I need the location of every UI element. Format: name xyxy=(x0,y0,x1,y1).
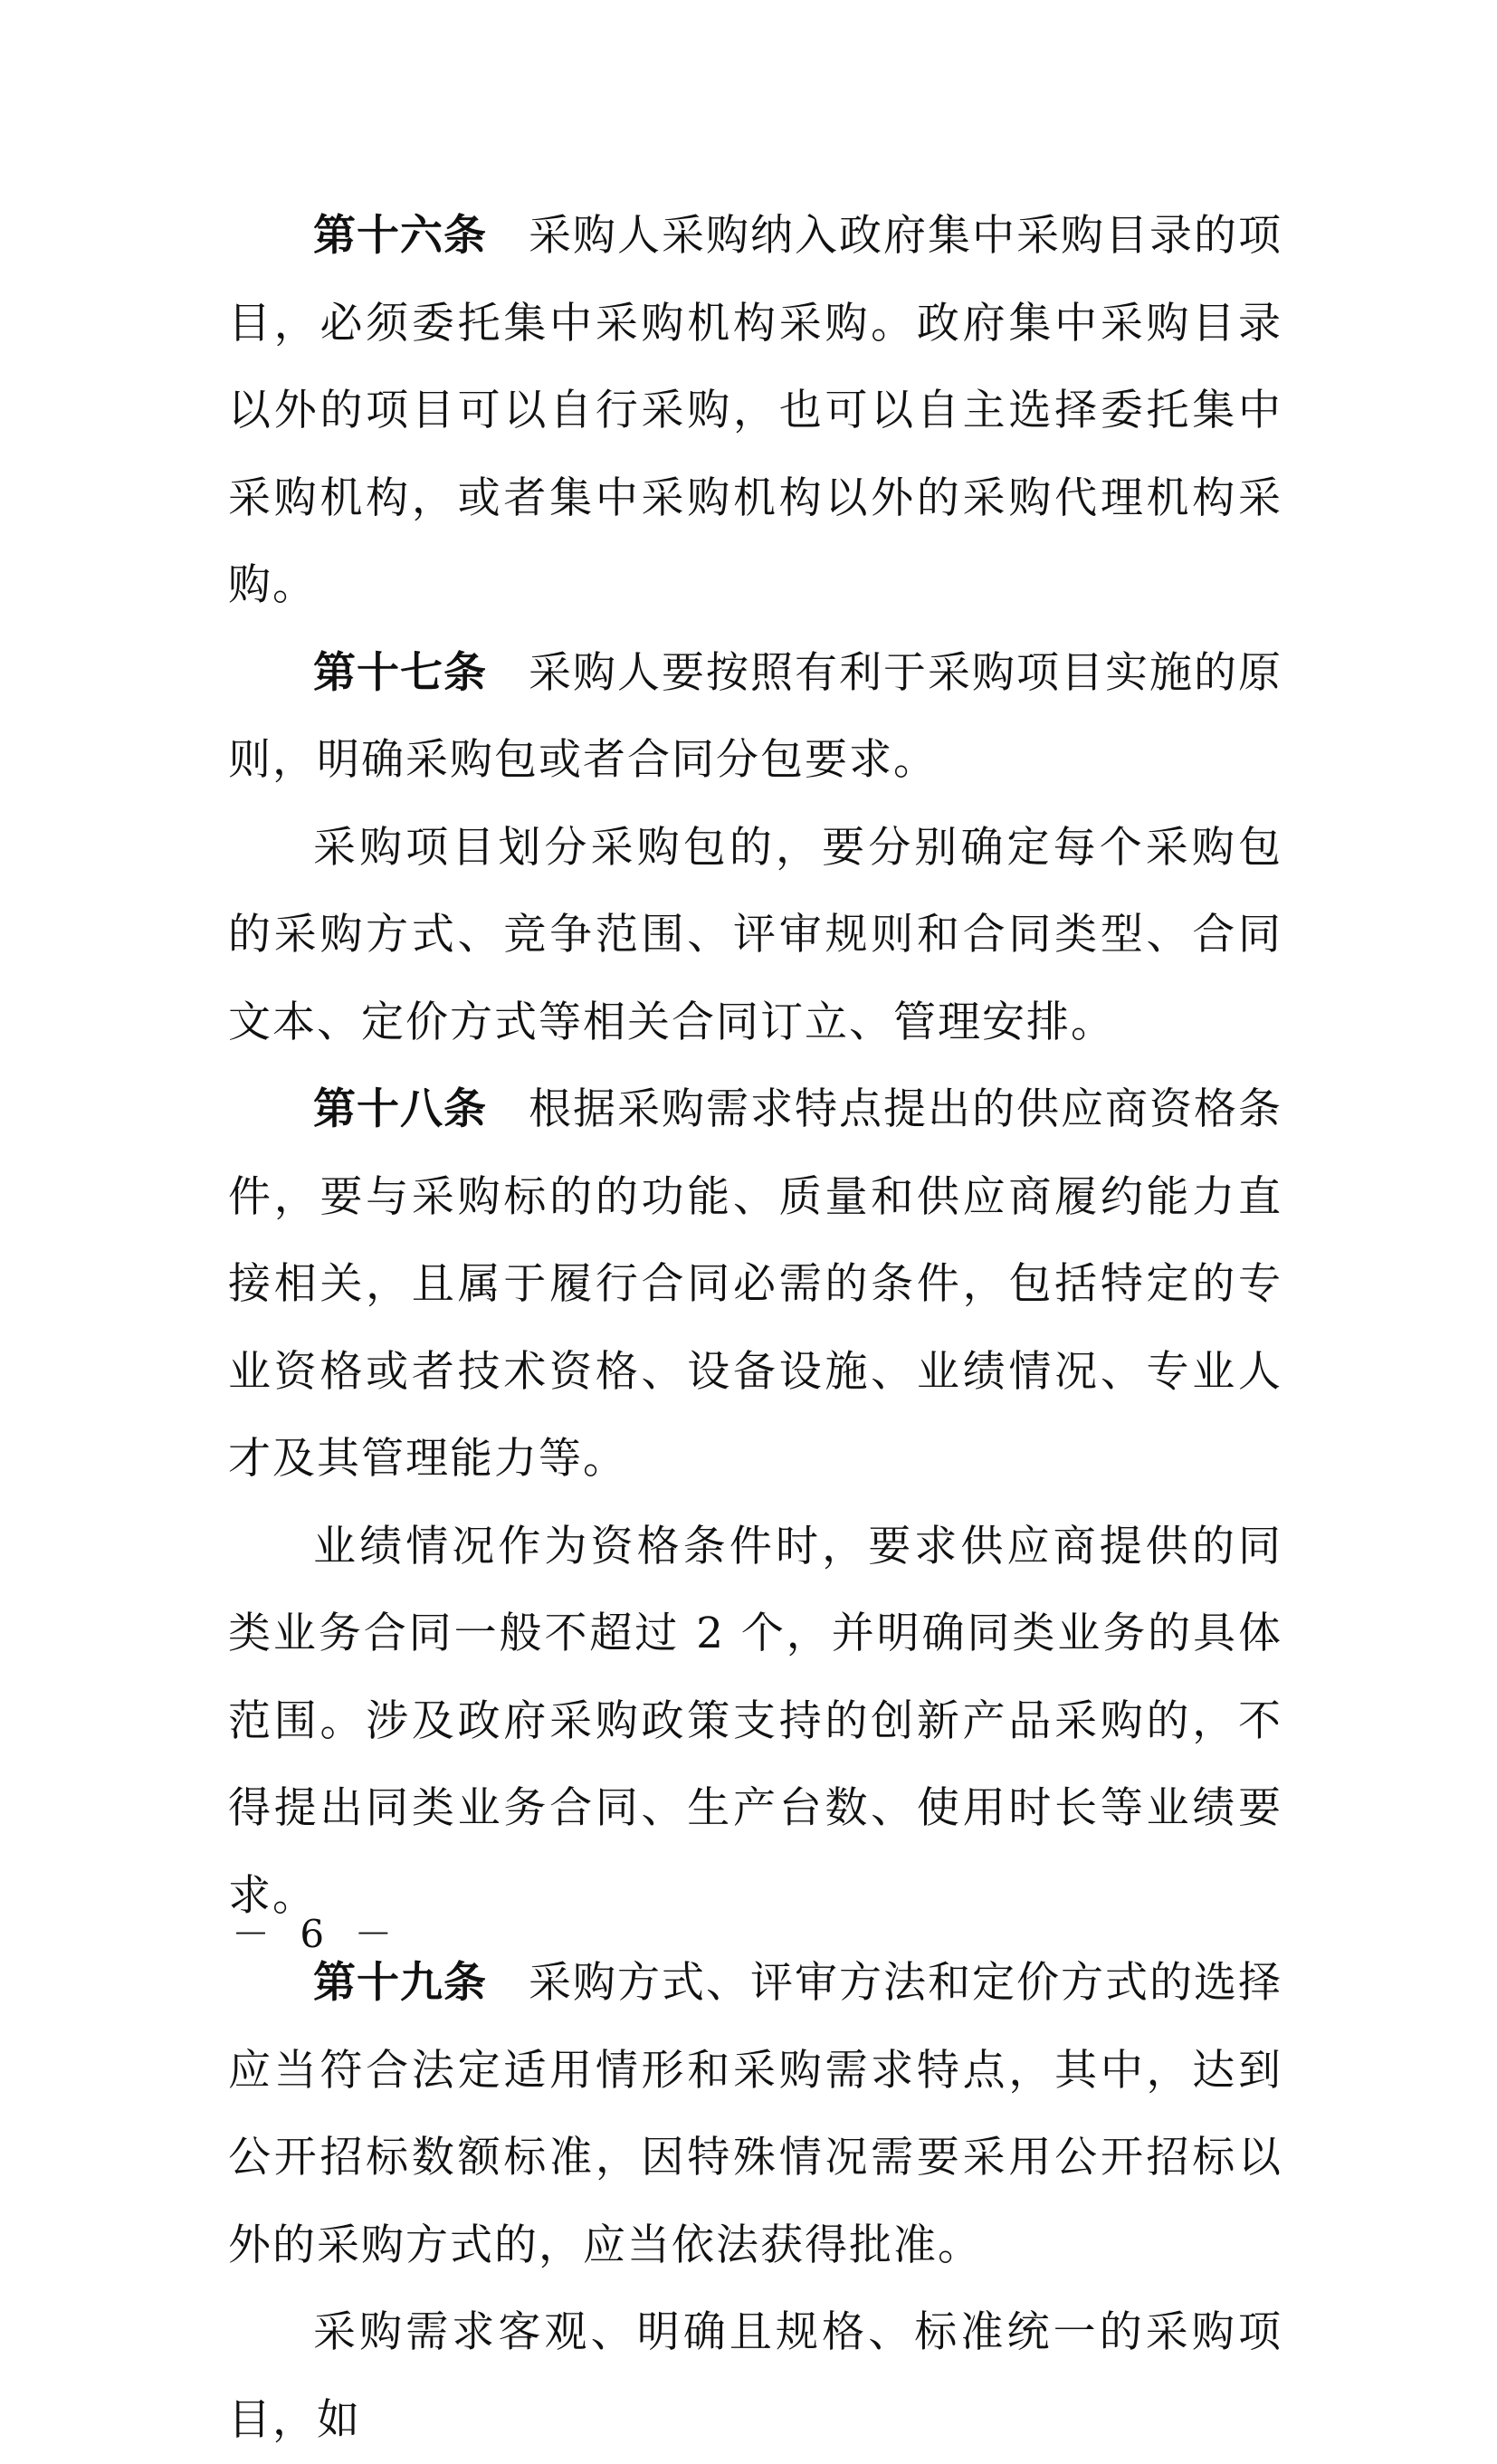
procurement-demand-paragraph xyxy=(228,2289,1282,2464)
paragraph-text: 根据采购需求特点提出的供应商资格条件，要与采购标的的功能、质量和供应商履约能力直接相关，且属于履行合同必需的条件，包括特定的专业资格或者技术资格、设备设施、业绩情况、专业人才及其管理能力等。 xyxy=(228,1084,1282,1484)
article-17-paragraph xyxy=(228,630,1282,805)
paragraph-text: 业绩情况作为资格条件时，要求供应商提供的同类业务合同一般不超过 2 个，并明确同类业务的具体范围。涉及政府采购政策支持的创新产品采购的，不得提出同类业务合同、生产台数、使用时长等业绩要求。 xyxy=(228,1521,1282,1921)
performance-record-paragraph xyxy=(228,1504,1282,1941)
article-heading: 第十七条 xyxy=(313,647,487,698)
article-heading: 第十八条 xyxy=(313,1084,487,1134)
paragraph-text: 采购需求客观、明确且规格、标准统一的采购项目，如 xyxy=(228,2307,1282,2445)
paragraph-text: 采购人采购纳入政府集中采购目录的项目，必须委托集中采购机构采购。政府集中采购目录以外的项目可以自行采购，也可以自主选择委托集中采购机构，或者集中采购机构以外的采购代理机构采购。 xyxy=(228,211,1282,610)
article-18-paragraph xyxy=(228,1066,1282,1504)
article-heading: 第十六条 xyxy=(313,211,487,261)
procurement-package-paragraph xyxy=(228,805,1282,1067)
paragraph-text: 采购人要按照有利于采购项目实施的原则，明确采购包或者合同分包要求。 xyxy=(228,647,1282,785)
paragraph-text: 采购方式、评审方法和定价方式的选择应当符合法定适用情形和采购需求特点，其中，达到公开招标数额标准，因特殊情况需要采用公开招标以外的采购方式的，应当依法获得批准。 xyxy=(228,1958,1282,2270)
article-heading: 第十九条 xyxy=(313,1958,487,2008)
paragraph-text: 采购项目划分采购包的，要分别确定每个采购包的采购方式、竞争范围、评审规则和合同类型、合同文本、定价方式等相关合同订立、管理安排。 xyxy=(228,822,1282,1047)
page-number: － 6 － xyxy=(232,1912,402,1956)
article-16-paragraph xyxy=(228,193,1282,630)
document-body xyxy=(228,193,1282,2464)
article-19-paragraph xyxy=(228,1940,1282,2289)
